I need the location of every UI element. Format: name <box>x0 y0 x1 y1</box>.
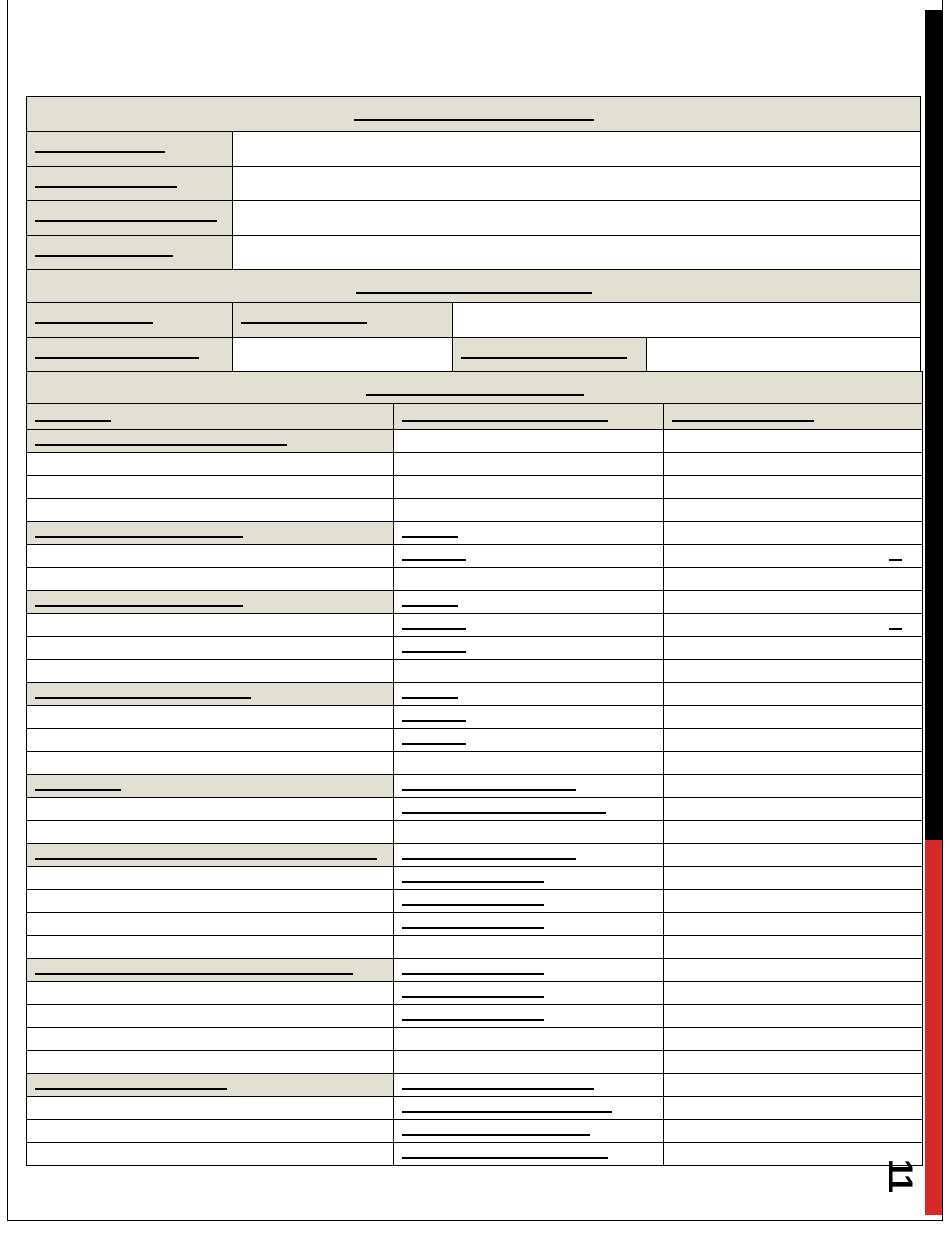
section-2-header <box>27 270 921 303</box>
item-value-cell[interactable] <box>394 844 664 867</box>
item-label-cell[interactable] <box>27 614 394 637</box>
item-extra-cell[interactable] <box>664 660 923 683</box>
item-label-cell[interactable] <box>27 913 394 936</box>
item-label-cell[interactable] <box>27 568 394 591</box>
item-label-cell[interactable] <box>27 453 394 476</box>
item-label-cell[interactable] <box>27 867 394 890</box>
item-value-cell[interactable] <box>394 775 664 798</box>
item-row <box>27 499 923 522</box>
side-band-black <box>925 10 942 840</box>
section-2-label-1 <box>27 303 233 338</box>
item-value-cell[interactable] <box>394 453 664 476</box>
item-extra-cell[interactable] <box>664 568 923 591</box>
item-label-cell[interactable] <box>27 499 394 522</box>
item-value-line <box>402 1019 544 1021</box>
item-value-cell[interactable] <box>394 867 664 890</box>
item-row <box>27 1028 923 1051</box>
section-1-label-2 <box>27 167 233 201</box>
item-value-cell[interactable] <box>394 660 664 683</box>
item-row <box>27 637 923 660</box>
item-extra-cell[interactable] <box>664 683 923 706</box>
item-row <box>27 660 923 683</box>
item-row <box>27 729 923 752</box>
item-label-cell <box>27 1074 394 1097</box>
item-extra-cell[interactable] <box>664 1097 923 1120</box>
item-label-cell[interactable] <box>27 1051 394 1074</box>
item-value-cell[interactable] <box>394 1074 664 1097</box>
item-row <box>27 890 923 913</box>
item-extra-cell[interactable] <box>664 1120 923 1143</box>
section-2-title-line <box>356 292 592 294</box>
item-row <box>27 821 923 844</box>
item-value-line <box>402 858 576 860</box>
item-label-cell[interactable] <box>27 476 394 499</box>
item-row <box>27 568 923 591</box>
item-row <box>27 476 923 499</box>
section-1-header <box>27 97 921 132</box>
item-value-cell[interactable] <box>394 683 664 706</box>
item-label-cell <box>27 430 394 453</box>
section-1-title-line <box>354 119 594 121</box>
item-value-line <box>402 651 466 653</box>
item-row <box>27 706 923 729</box>
item-extra-mark <box>889 559 902 561</box>
column-header-1 <box>27 404 394 430</box>
item-value-cell[interactable] <box>394 729 664 752</box>
item-extra-cell[interactable] <box>664 476 923 499</box>
item-value-cell[interactable] <box>394 982 664 1005</box>
item-row <box>27 522 923 545</box>
item-label-cell[interactable] <box>27 982 394 1005</box>
item-label-line <box>35 536 243 538</box>
item-value-line <box>402 904 544 906</box>
section-2-value-1[interactable] <box>453 303 921 338</box>
item-extra-cell[interactable] <box>664 1028 923 1051</box>
section-2-value-3[interactable] <box>647 338 921 372</box>
item-value-line <box>402 1157 608 1159</box>
item-value-cell[interactable] <box>394 614 664 637</box>
item-label-line <box>35 1088 227 1090</box>
item-row <box>27 913 923 936</box>
section-1-value-4[interactable] <box>233 236 921 270</box>
item-row <box>27 936 923 959</box>
item-value-cell[interactable] <box>394 752 664 775</box>
item-value-line <box>402 812 606 814</box>
item-value-cell[interactable] <box>394 591 664 614</box>
column-header-3 <box>664 404 923 430</box>
item-row <box>27 1074 923 1097</box>
item-value-cell[interactable] <box>394 706 664 729</box>
item-row <box>27 1005 923 1028</box>
item-label-line <box>35 858 377 860</box>
item-label-line <box>35 605 243 607</box>
item-extra-cell[interactable] <box>664 637 923 660</box>
item-label-cell[interactable] <box>27 1143 394 1166</box>
item-value-cell[interactable] <box>394 637 664 660</box>
item-label-cell[interactable] <box>27 821 394 844</box>
item-row <box>27 752 923 775</box>
side-band-red <box>925 840 942 1215</box>
item-value-line <box>402 996 544 998</box>
item-row <box>27 453 923 476</box>
item-label-cell[interactable] <box>27 798 394 821</box>
item-label-cell[interactable] <box>27 936 394 959</box>
item-value-cell[interactable] <box>394 1120 664 1143</box>
item-label-cell <box>27 683 394 706</box>
item-extra-cell[interactable] <box>664 522 923 545</box>
item-value-line <box>402 605 458 607</box>
item-extra-cell[interactable] <box>664 936 923 959</box>
item-label-cell <box>27 844 394 867</box>
item-rows <box>27 430 923 1166</box>
section-2-value-2[interactable] <box>233 338 453 372</box>
item-value-line <box>402 1111 612 1113</box>
item-label-cell[interactable] <box>27 890 394 913</box>
section-1-label-3 <box>27 201 233 236</box>
item-extra-cell[interactable] <box>664 959 923 982</box>
section-2-label-4 <box>453 338 647 372</box>
item-extra-cell[interactable] <box>664 1051 923 1074</box>
item-value-line <box>402 697 458 699</box>
form-section-1 <box>26 96 921 270</box>
item-value-line <box>402 720 466 722</box>
section-3-title-line <box>366 394 584 396</box>
item-value-line <box>402 1088 594 1090</box>
item-value-line <box>402 973 544 975</box>
item-label-cell <box>27 522 394 545</box>
item-extra-cell[interactable] <box>664 890 923 913</box>
item-extra-cell[interactable] <box>664 913 923 936</box>
item-extra-cell[interactable] <box>664 821 923 844</box>
item-value-line <box>402 881 544 883</box>
item-label-cell[interactable] <box>27 545 394 568</box>
item-extra-cell[interactable] <box>664 591 923 614</box>
item-row <box>27 614 923 637</box>
item-extra-cell[interactable] <box>664 775 923 798</box>
item-value-line <box>402 628 466 630</box>
item-extra-cell[interactable] <box>664 1074 923 1097</box>
item-label-line <box>35 444 287 446</box>
item-row <box>27 1120 923 1143</box>
item-value-cell[interactable] <box>394 1005 664 1028</box>
item-row <box>27 545 923 568</box>
item-label-cell[interactable] <box>27 660 394 683</box>
item-label-cell[interactable] <box>27 1005 394 1028</box>
item-extra-cell[interactable] <box>664 798 923 821</box>
item-value-cell[interactable] <box>394 821 664 844</box>
section-1-value-2[interactable] <box>233 167 921 201</box>
section-1-value-3[interactable] <box>233 201 921 236</box>
item-extra-cell[interactable] <box>664 1005 923 1028</box>
item-value-cell[interactable] <box>394 522 664 545</box>
item-extra-cell[interactable] <box>664 1143 923 1166</box>
item-row <box>27 798 923 821</box>
item-label-line <box>35 697 251 699</box>
item-extra-cell[interactable] <box>664 729 923 752</box>
item-value-cell[interactable] <box>394 936 664 959</box>
item-value-cell[interactable] <box>394 545 664 568</box>
column-header-2 <box>394 404 664 430</box>
item-extra-cell[interactable] <box>664 867 923 890</box>
item-value-cell[interactable] <box>394 890 664 913</box>
item-row <box>27 1143 923 1166</box>
section-2-label-3 <box>27 338 233 372</box>
section-1-value-1[interactable] <box>233 132 921 167</box>
item-extra-cell[interactable] <box>664 982 923 1005</box>
item-label-cell[interactable] <box>27 1028 394 1051</box>
item-value-cell[interactable] <box>394 798 664 821</box>
item-value-line <box>402 536 458 538</box>
item-value-cell[interactable] <box>394 1051 664 1074</box>
item-label-cell[interactable] <box>27 706 394 729</box>
item-value-cell[interactable] <box>394 913 664 936</box>
item-value-cell[interactable] <box>394 476 664 499</box>
item-label-line <box>35 973 353 975</box>
form-section-2 <box>26 269 921 372</box>
item-label-cell[interactable] <box>27 1120 394 1143</box>
item-extra-cell[interactable] <box>664 453 923 476</box>
item-row <box>27 959 923 982</box>
section-1-label-4 <box>27 236 233 270</box>
item-label-line <box>35 789 121 791</box>
item-label-cell[interactable] <box>27 637 394 660</box>
item-extra-cell[interactable] <box>664 430 923 453</box>
item-row <box>27 683 923 706</box>
item-label-cell <box>27 959 394 982</box>
item-value-cell[interactable] <box>394 1028 664 1051</box>
item-label-cell <box>27 775 394 798</box>
item-row <box>27 982 923 1005</box>
item-row <box>27 867 923 890</box>
item-extra-cell[interactable] <box>664 545 923 568</box>
item-value-line <box>402 1134 590 1136</box>
section-1-label-1 <box>27 132 233 167</box>
item-row <box>27 775 923 798</box>
item-value-line <box>402 559 466 561</box>
item-row <box>27 1097 923 1120</box>
item-value-cell[interactable] <box>394 1097 664 1120</box>
item-value-cell[interactable] <box>394 568 664 591</box>
item-row <box>27 591 923 614</box>
item-value-cell[interactable] <box>394 499 664 522</box>
item-extra-cell[interactable] <box>664 706 923 729</box>
section-2-label-2 <box>233 303 453 338</box>
section-3-header <box>27 372 923 404</box>
item-value-line <box>402 789 576 791</box>
item-value-cell[interactable] <box>394 959 664 982</box>
item-value-cell[interactable] <box>394 1143 664 1166</box>
item-extra-cell[interactable] <box>664 614 923 637</box>
item-label-cell[interactable] <box>27 1097 394 1120</box>
item-value-line <box>402 743 466 745</box>
item-row <box>27 844 923 867</box>
item-label-cell <box>27 591 394 614</box>
item-row <box>27 430 923 453</box>
item-extra-cell[interactable] <box>664 499 923 522</box>
form-section-3 <box>26 371 923 1166</box>
item-label-cell[interactable] <box>27 729 394 752</box>
item-value-cell[interactable] <box>394 430 664 453</box>
page-number: 11 <box>881 1159 920 1191</box>
item-extra-cell[interactable] <box>664 844 923 867</box>
item-extra-mark <box>889 628 902 630</box>
item-value-line <box>402 927 544 929</box>
item-row <box>27 1051 923 1074</box>
item-extra-cell[interactable] <box>664 752 923 775</box>
item-label-cell[interactable] <box>27 752 394 775</box>
